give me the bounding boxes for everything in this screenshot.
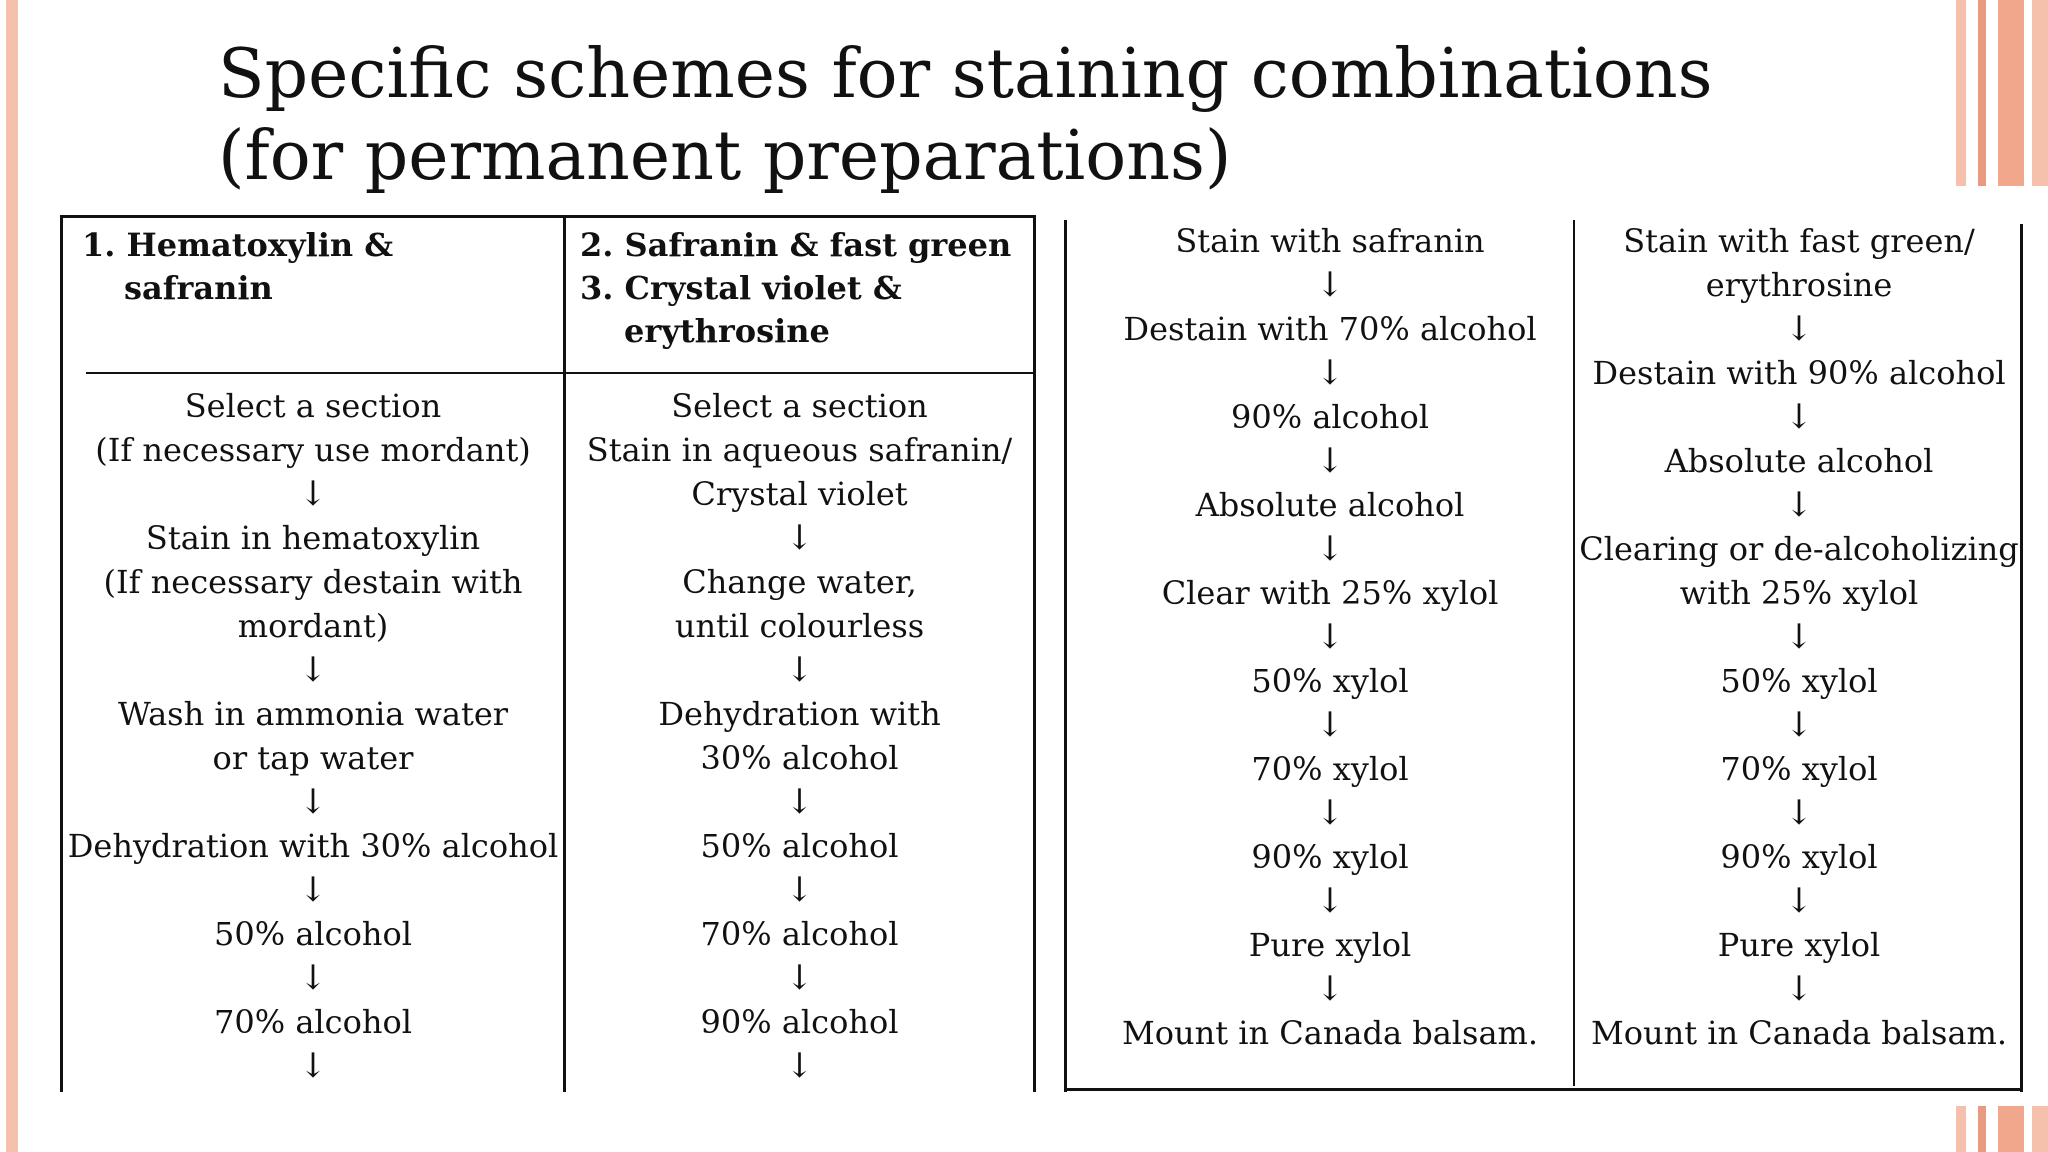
down-arrow-icon: ↓ <box>1315 617 1345 657</box>
down-arrow-icon: ↓ <box>298 958 328 998</box>
step: Select a section <box>671 387 928 425</box>
down-arrow-icon: ↓ <box>1315 441 1345 481</box>
down-arrow-icon: ↓ <box>1784 485 1814 525</box>
header-2-line-3: erythrosine <box>624 312 830 350</box>
step: Mount in Canada balsam. <box>1590 1014 2008 1052</box>
down-arrow-icon: ↓ <box>1315 793 1345 833</box>
down-arrow-icon: ↓ <box>785 518 814 558</box>
down-arrow-icon: ↓ <box>1315 265 1345 305</box>
down-arrow-icon: ↓ <box>1315 969 1345 1009</box>
down-arrow-icon: ↓ <box>298 870 328 910</box>
step: or tap water <box>212 739 414 777</box>
down-arrow-icon: ↓ <box>1784 969 1814 1009</box>
col1-steps <box>66 384 560 1088</box>
step: Destain with 70% alcohol <box>1123 310 1537 348</box>
left-table-left-border <box>60 215 63 1092</box>
step: (If necessary destain with <box>103 563 523 601</box>
step: 90% alcohol <box>1231 398 1429 436</box>
down-arrow-icon: ↓ <box>1784 705 1814 745</box>
down-arrow-icon: ↓ <box>1784 397 1814 437</box>
header-2-line-2: 3. Crystal violet & <box>580 269 902 307</box>
step: 30% alcohol <box>700 739 899 777</box>
right-table-bottom-border <box>1064 1088 2022 1091</box>
step: 50% alcohol <box>214 915 412 953</box>
header-1-line-2: safranin <box>124 269 273 307</box>
title-line-1: Specific schemes for staining combinations <box>218 35 1713 114</box>
step: Clear with 25% xylol <box>1161 574 1499 612</box>
col3-steps <box>1080 219 1580 1055</box>
step: 70% xylol <box>1251 750 1409 788</box>
left-header-1 <box>82 224 393 310</box>
header-2-line-1: 2. Safranin & fast green <box>580 226 1012 264</box>
down-arrow-icon: ↓ <box>785 870 814 910</box>
col4-steps <box>1578 219 2020 1055</box>
step: until colourless <box>674 607 925 645</box>
left-table-top-border <box>62 215 1036 218</box>
header-1-line-1: 1. Hematoxylin & <box>82 226 394 264</box>
left-table-header-rule <box>86 372 1033 374</box>
down-arrow-icon: ↓ <box>1784 617 1814 657</box>
step: Change water, <box>682 563 917 601</box>
step: mordant) <box>237 607 389 645</box>
step: 90% xylol <box>1251 838 1409 876</box>
down-arrow-icon: ↓ <box>298 782 328 822</box>
step: 70% alcohol <box>214 1003 412 1041</box>
step: 50% xylol <box>1251 662 1409 700</box>
slide-title <box>218 34 1918 198</box>
step: Mount in Canada balsam. <box>1121 1014 1539 1052</box>
right-table-left-border <box>1064 220 1067 1092</box>
step: Pure xylol <box>1717 926 1881 964</box>
down-arrow-icon: ↓ <box>1315 529 1345 569</box>
down-arrow-icon: ↓ <box>1315 881 1345 921</box>
step: Stain with safranin <box>1175 222 1485 260</box>
step: Wash in ammonia water <box>117 695 509 733</box>
left-accent-stripe <box>6 0 18 1152</box>
step: 90% alcohol <box>700 1003 899 1041</box>
step: Stain with fast green/ <box>1623 222 1975 260</box>
down-arrow-icon: ↓ <box>298 1046 328 1086</box>
down-arrow-icon: ↓ <box>785 782 814 822</box>
step: Clearing or de-alcoholizing <box>1579 530 2019 568</box>
down-arrow-icon: ↓ <box>298 474 328 514</box>
step: 90% xylol <box>1720 838 1878 876</box>
step: with 25% xylol <box>1679 574 1919 612</box>
step: erythrosine <box>1705 266 1893 304</box>
down-arrow-icon: ↓ <box>1315 353 1345 393</box>
step: Dehydration with 30% alcohol <box>67 827 559 865</box>
col2-steps <box>566 384 1033 1088</box>
step: Stain in aqueous safranin/ <box>586 431 1013 469</box>
down-arrow-icon: ↓ <box>1315 705 1345 745</box>
step: 50% alcohol <box>700 827 899 865</box>
left-header-2 <box>580 224 1011 353</box>
down-arrow-icon: ↓ <box>1784 881 1814 921</box>
step: 70% xylol <box>1720 750 1878 788</box>
step: Stain in hematoxylin <box>145 519 481 557</box>
down-arrow-icon: ↓ <box>785 1046 814 1086</box>
step: Absolute alcohol <box>1195 486 1465 524</box>
down-arrow-icon: ↓ <box>785 650 814 690</box>
down-arrow-icon: ↓ <box>785 958 814 998</box>
step: Absolute alcohol <box>1664 442 1934 480</box>
step: Crystal violet <box>691 475 908 513</box>
step: Pure xylol <box>1248 926 1412 964</box>
step: Select a section <box>184 387 442 425</box>
step: (If necessary use mordant) <box>95 431 531 469</box>
down-arrow-icon: ↓ <box>298 650 328 690</box>
step: Dehydration with <box>658 695 941 733</box>
title-line-2: (for permanent preparations) <box>218 117 1232 196</box>
right-table-right-border <box>2020 224 2023 1092</box>
step: 70% alcohol <box>700 915 899 953</box>
down-arrow-icon: ↓ <box>1784 793 1814 833</box>
left-table-right-border <box>1033 215 1036 1092</box>
step: 50% xylol <box>1720 662 1878 700</box>
down-arrow-icon: ↓ <box>1784 309 1814 349</box>
step: Destain with 90% alcohol <box>1592 354 2006 392</box>
